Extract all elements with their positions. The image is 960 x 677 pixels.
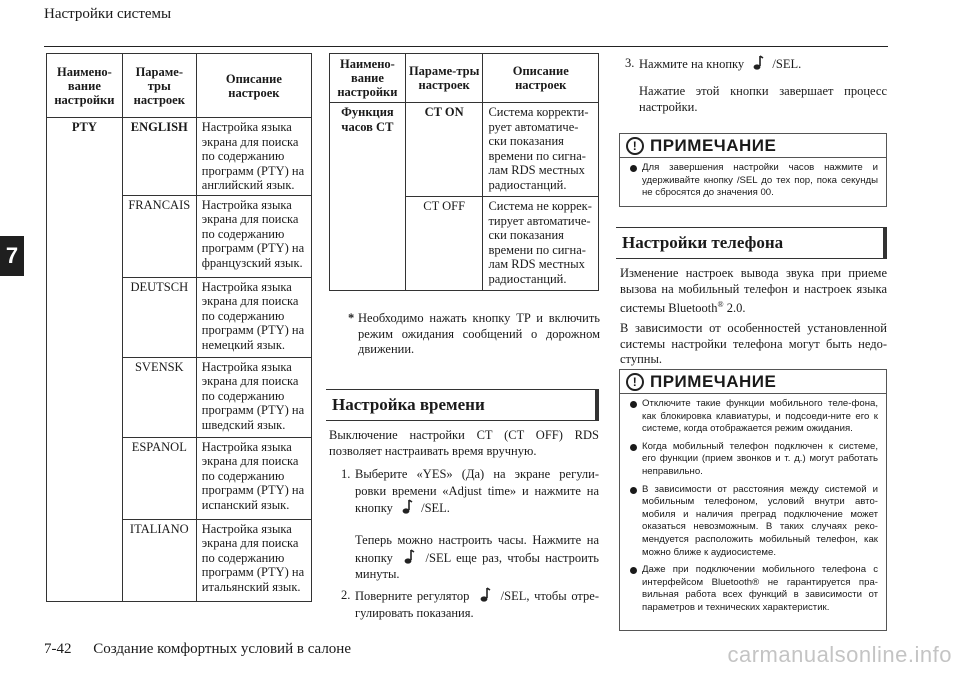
time-intro: Выключение настройки CT (CT OFF) RDS позволяет настраивать время вручную. bbox=[329, 428, 599, 458]
registered-mark: ® bbox=[717, 300, 724, 310]
table-cell-desc: Настройка языка экрана для поиска по содержанию программ (PTY) на французский язык. bbox=[196, 195, 311, 277]
table-cell-param: ITALIANO bbox=[122, 519, 196, 601]
note-header bbox=[620, 134, 886, 158]
note-item: В зависимости от расстояния между системой и мобильным телефоном, условий внутри авто-мобиля и наличия преград подключение может оказаться невозможным. В таких случаях реко-мендуется расположить мобильный телефон, как можно ближе к аудиосистеме. bbox=[628, 484, 878, 560]
table-cell-param: ENGLISH bbox=[122, 118, 196, 196]
table-cell-desc: Настройка языка экрана для поиска по содержанию программ (PTY) на немецкий язык. bbox=[196, 277, 311, 357]
step-3 bbox=[625, 55, 887, 73]
section-heading-time: Настройка времени bbox=[326, 389, 599, 421]
note-title: ПРИМЕЧАНИЕ bbox=[650, 135, 777, 155]
note-item: Отключите такие функции мобильного теле-фона, как блокировка клавиатуры, и подсоеди-ните его к системе, когда отображается режим ожидания. bbox=[628, 398, 878, 436]
step-text: Выберите «YES» (Да) на экране регули-ровки времени «Adjust time» и нажмите на кнопку bbox=[355, 467, 599, 515]
step-3-result: Нажатие этой кнопки завершает процесс настройки. bbox=[639, 84, 887, 114]
step-1-cont bbox=[341, 532, 599, 583]
clock-settings-table bbox=[329, 53, 599, 291]
table-cell-param: CT ON bbox=[405, 103, 483, 197]
table-cell-desc: Настройка языка экрана для поиска по содержанию программ (PTY) на английский язык. bbox=[196, 118, 311, 196]
exclamation-icon: ! bbox=[626, 373, 644, 391]
table-header-params: Параме-тры настроек bbox=[122, 54, 196, 118]
tune-knob-icon bbox=[402, 549, 416, 565]
table-header-name: Наимено-вание настройки bbox=[47, 54, 123, 118]
table-cell-desc: Настройка языка экрана для поиска по содержанию программ (PTY) на итальянский язык. bbox=[196, 519, 311, 601]
note-item: Для завершения настройки часов нажмите и удерживайте кнопку /SEL до тех пор, пока секунды не сбросятся до значения 00. bbox=[628, 162, 878, 200]
table-cell-param: FRANCAIS bbox=[122, 195, 196, 277]
table-cell-desc: Система не коррек-тирует автоматиче-ски показания времени по сигна-лам RDS местных радиостанций. bbox=[483, 197, 599, 291]
step-number: 1. bbox=[341, 467, 351, 481]
step-text: /SEL, чтобы отре-гулировать показания. bbox=[355, 589, 599, 620]
step-text: Нажмите на кнопку bbox=[639, 57, 745, 71]
table-cell-param: SVENSK bbox=[122, 357, 196, 437]
note-header bbox=[620, 370, 886, 394]
section-heading-phone: Настройки телефона bbox=[616, 227, 887, 259]
note-title: ПРИМЕЧАНИЕ bbox=[650, 371, 777, 391]
page-header-title: Настройки системы bbox=[44, 6, 172, 22]
note-box-phone bbox=[619, 369, 887, 631]
phone-text-main: Изменение настроек вывода звука при приеме вызова на мобильный телефон и настроек языка системы Bluetooth bbox=[620, 266, 887, 316]
footnote-text: Необходимо нажать кнопку TP и включить режим ожидания сообщений о дорожном движении. bbox=[358, 311, 600, 357]
header-divider bbox=[44, 46, 888, 47]
table-cell-setting: PTY bbox=[47, 118, 123, 602]
step-number: 3. bbox=[625, 56, 635, 70]
tune-knob-icon bbox=[400, 499, 414, 515]
step-number: 2. bbox=[341, 588, 351, 602]
pty-settings-table bbox=[46, 53, 312, 602]
note-box-clock bbox=[619, 133, 887, 207]
table-cell-param: DEUTSCH bbox=[122, 277, 196, 357]
tune-knob-icon bbox=[478, 587, 492, 603]
table-cell-desc: Система корректи-рует автоматиче-ски показания времени по сигна-лам RDS местных радиостанций. bbox=[483, 103, 599, 197]
chapter-tab: 7 bbox=[0, 236, 24, 276]
step-text: /SEL. bbox=[421, 501, 450, 515]
footnote bbox=[340, 311, 600, 358]
table-cell-setting: Функция часов CT bbox=[330, 103, 406, 291]
phone-text-1 bbox=[620, 266, 887, 317]
page-number: 7-42 bbox=[44, 641, 72, 657]
step-2 bbox=[341, 587, 599, 621]
note-item: Когда мобильный телефон подключен к системе, его функции (прием звонков и т. д.) могут работать неправильно. bbox=[628, 441, 878, 479]
table-cell-param: ESPANOL bbox=[122, 437, 196, 519]
table-cell-param: CT OFF bbox=[405, 197, 483, 291]
step-text: Теперь можно настроить часы. Нажмите на кнопку bbox=[355, 533, 599, 565]
footnote-mark: * bbox=[348, 311, 355, 325]
table-header-name: Наимено-вание настройки bbox=[330, 54, 406, 103]
note-item: Даже при подключении мобильного телефона с интерфейсом Bluetooth® не гарантируется пра-вильная работа всех функций в зависимости от параметров и технических характеристик. bbox=[628, 564, 878, 614]
tune-knob-icon bbox=[751, 55, 765, 71]
step-text: /SEL еще раз, чтобы настроить минуты. bbox=[355, 550, 599, 581]
table-cell-desc: Настройка языка экрана для поиска по содержанию программ (PTY) на шведский язык. bbox=[196, 357, 311, 437]
step-text: /SEL. bbox=[772, 57, 802, 71]
phone-text-version: 2.0. bbox=[723, 301, 746, 316]
footer-chapter-title: Создание комфортных условий в салоне bbox=[93, 641, 351, 657]
step-1 bbox=[341, 466, 599, 517]
table-header-description: Описание настроек bbox=[196, 54, 311, 118]
exclamation-icon: ! bbox=[626, 137, 644, 155]
table-cell-desc: Настройка языка экрана для поиска по содержанию программ (PTY) на испанский язык. bbox=[196, 437, 311, 519]
table-header-params: Параме-тры настроек bbox=[405, 54, 483, 103]
phone-text-2: В зависимости от особенностей установленной системы настройки телефона могут быть недо-ступны. bbox=[620, 321, 887, 367]
watermark: carmanualsonline.info bbox=[727, 642, 952, 667]
page-footer bbox=[44, 641, 351, 658]
table-header-description: Описание настроек bbox=[483, 54, 599, 103]
step-text: Поверните регулятор bbox=[355, 589, 470, 603]
